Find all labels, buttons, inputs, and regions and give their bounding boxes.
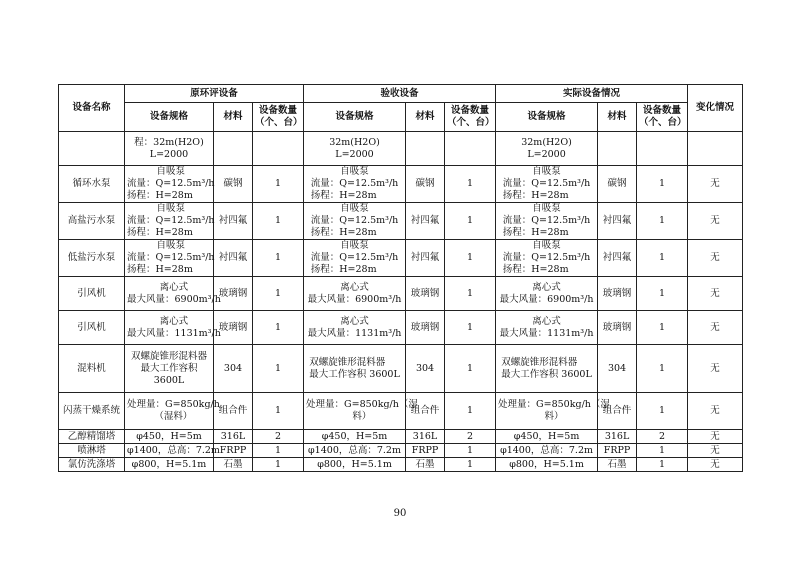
- material-cell: 304: [406, 345, 445, 393]
- spec-line: 扬程：H=28m: [310, 264, 377, 275]
- quantity-cell: 1: [253, 393, 304, 430]
- spec-cell: [304, 132, 406, 166]
- spec-cell: [496, 311, 598, 345]
- change-cell: 无: [688, 240, 743, 277]
- spec-cell: [125, 132, 214, 166]
- header-spec-actual: 设备规格: [496, 103, 598, 132]
- material-cell: 衬四氟: [598, 240, 637, 277]
- change-cell: 无: [688, 345, 743, 393]
- material-cell: 衬四氟: [406, 240, 445, 277]
- spec-line: 扬程：H=28m: [310, 227, 377, 238]
- header-group-actual: 实际设备情况: [496, 85, 688, 103]
- page-number: 90: [393, 508, 407, 519]
- spec-line: 扬程：H=28m: [502, 227, 569, 238]
- spec-line: 最大风量：6900m³/h: [499, 293, 594, 305]
- material-cell: 碳钢: [598, 166, 637, 203]
- material-cell: FRPP: [598, 444, 637, 458]
- change-cell: 无: [688, 458, 743, 472]
- quantity-cell: 1: [253, 240, 304, 277]
- equipment-table: [58, 84, 743, 472]
- spec-line: 3600L: [153, 374, 185, 386]
- spec-cell: [496, 345, 598, 393]
- quantity-cell: 1: [445, 203, 496, 240]
- quantity-cell: 1: [253, 203, 304, 240]
- material-cell: 衬四氟: [214, 240, 253, 277]
- table-row: [59, 203, 743, 240]
- spec-line: φ450，H=5m: [136, 430, 202, 442]
- spec-line: 最大风量：1131m³/h: [499, 327, 594, 339]
- material-cell: 碳钢: [214, 166, 253, 203]
- material-cell: FRPP: [214, 444, 253, 458]
- quantity-cell: 1: [253, 444, 304, 458]
- spec-line: L=2000: [335, 148, 374, 160]
- change-cell: 无: [688, 430, 743, 444]
- spec-line: 最大风量：6900m³/h: [307, 293, 402, 305]
- spec-cell: [304, 444, 406, 458]
- spec-line: 32m(H2O): [521, 136, 572, 148]
- spec-line: 双螺旋锥形混料器: [501, 356, 578, 368]
- material-cell: [598, 132, 637, 166]
- material-cell: 石墨: [406, 458, 445, 472]
- header-spec-acceptance: 设备规格: [304, 103, 406, 132]
- spec-line: 离心式: [532, 281, 561, 293]
- spec-cell: [496, 444, 598, 458]
- table-row: [59, 345, 743, 393]
- spec-line: 最大风量：1131m³/h: [127, 327, 221, 339]
- equipment-name-cell: 混料机: [59, 345, 125, 393]
- spec-cell: [125, 458, 214, 472]
- material-cell: 玻璃钢: [598, 277, 637, 311]
- spec-line: 流量：Q=12.5m³/h: [310, 178, 399, 189]
- change-cell: 无: [688, 166, 743, 203]
- spec-line: 流量：Q=12.5m³/h: [502, 178, 591, 189]
- quantity-cell: 2: [253, 430, 304, 444]
- spec-cell: [496, 430, 598, 444]
- quantity-cell: 1: [253, 345, 304, 393]
- table-row: [59, 166, 743, 203]
- spec-cell: [125, 345, 214, 393]
- header-quantity-line2: （个、台）: [639, 117, 687, 128]
- quantity-cell: 1: [637, 393, 688, 430]
- equipment-name-cell: [59, 132, 125, 166]
- spec-line: 处理量：G=850kg/h（湿: [498, 399, 610, 410]
- spec-line: 最大工作容积 3600L: [501, 368, 592, 380]
- header-group-acceptance: 验收设备: [304, 85, 496, 103]
- quantity-cell: 1: [445, 311, 496, 345]
- material-cell: 玻璃钢: [214, 277, 253, 311]
- change-cell: 无: [688, 203, 743, 240]
- equipment-name-cell: 喷淋塔: [59, 444, 125, 458]
- quantity-cell: 1: [445, 277, 496, 311]
- spec-line: 料）: [544, 411, 564, 422]
- equipment-name-cell: 氯仿洗涤塔: [59, 458, 125, 472]
- material-cell: 石墨: [598, 458, 637, 472]
- spec-line: L=2000: [149, 148, 189, 160]
- table-row: [59, 311, 743, 345]
- spec-line: φ1400，总高：7.2m: [127, 444, 220, 456]
- spec-line: 自吸泵: [156, 166, 186, 177]
- spec-line: φ1400，总高：7.2m: [500, 444, 594, 456]
- header-equipment-name: 设备名称: [59, 85, 125, 132]
- spec-line: φ800，H=5.1m: [317, 458, 392, 470]
- spec-line: 自吸泵: [156, 203, 186, 214]
- quantity-cell: 1: [253, 458, 304, 472]
- header-group-original: 原环评设备: [125, 85, 304, 103]
- spec-line: 流量：Q=12.5m³/h: [310, 252, 399, 263]
- spec-line: 流量：Q=12.5m³/h: [502, 215, 591, 226]
- header-quantity-acceptance: [445, 103, 496, 132]
- quantity-cell: 1: [445, 393, 496, 430]
- header-quantity-line1: 设备数量: [451, 105, 490, 116]
- material-cell: 304: [214, 345, 253, 393]
- header-change: 变化情况: [688, 85, 743, 132]
- header-quantity-line2: （个、台）: [447, 117, 495, 128]
- material-cell: [406, 132, 445, 166]
- spec-cell: [125, 240, 214, 277]
- change-cell: 无: [688, 277, 743, 311]
- spec-line: 自吸泵: [532, 240, 561, 251]
- spec-cell: [304, 458, 406, 472]
- spec-line: 扬程：H=28m: [127, 227, 193, 238]
- spec-line: 自吸泵: [532, 166, 561, 177]
- material-cell: 316L: [406, 430, 445, 444]
- spec-line: 自吸泵: [340, 203, 369, 214]
- quantity-cell: 1: [445, 345, 496, 393]
- spec-cell: [496, 458, 598, 472]
- quantity-cell: 1: [637, 311, 688, 345]
- table-row: [59, 444, 743, 458]
- spec-line: φ450，H=5m: [513, 430, 580, 442]
- material-cell: 玻璃钢: [406, 311, 445, 345]
- quantity-cell: 1: [637, 166, 688, 203]
- equipment-name-cell: 闪蒸干燥系统: [59, 393, 125, 430]
- material-cell: 衬四氟: [598, 203, 637, 240]
- spec-line: 流量：Q=12.5m³/h: [310, 215, 399, 226]
- spec-line: 料）: [352, 411, 372, 422]
- spec-line: 双螺旋锥形混料器: [309, 356, 386, 368]
- spec-cell: [496, 393, 610, 430]
- spec-cell: [304, 240, 406, 277]
- change-cell: 无: [688, 444, 743, 458]
- header-quantity-line2: （个、台）: [255, 117, 303, 128]
- spec-line: 最大工作容积: [140, 362, 198, 374]
- spec-cell: [125, 393, 220, 430]
- header-quantity-line1: 设备数量: [259, 105, 298, 116]
- quantity-cell: 1: [253, 277, 304, 311]
- spec-line: 自吸泵: [156, 240, 186, 251]
- equipment-name-cell: 循环水泵: [59, 166, 125, 203]
- spec-line: 自吸泵: [340, 166, 369, 177]
- quantity-cell: 1: [637, 458, 688, 472]
- material-cell: 碳钢: [406, 166, 445, 203]
- table-row: [59, 132, 743, 166]
- header-material-acceptance: 材料: [406, 103, 445, 132]
- quantity-cell: 1: [253, 166, 304, 203]
- spec-cell: [125, 166, 214, 203]
- spec-cell: [125, 203, 214, 240]
- spec-line: 扬程：H=28m: [310, 190, 377, 201]
- spec-line: φ1400，总高：7.2m: [308, 444, 401, 456]
- spec-line: 最大风量：1131m³/h: [307, 327, 402, 339]
- material-cell: 组合件: [214, 393, 253, 430]
- spec-cell: [496, 240, 598, 277]
- spec-line: 离心式: [159, 281, 189, 293]
- quantity-cell: [253, 132, 304, 166]
- spec-cell: [496, 132, 598, 166]
- spec-line: 流量：Q=12.5m³/h: [127, 215, 215, 226]
- spec-line: 离心式: [340, 315, 369, 327]
- quantity-cell: 1: [445, 166, 496, 203]
- header-material-original: 材料: [214, 103, 253, 132]
- spec-line: φ800，H=5.1m: [509, 458, 584, 470]
- spec-line: 流量：Q=12.5m³/h: [127, 178, 215, 189]
- material-cell: 衬四氟: [406, 203, 445, 240]
- quantity-cell: 1: [445, 458, 496, 472]
- spec-line: 处理量：G=850kg/h（湿: [306, 399, 418, 410]
- material-cell: 组合件: [406, 393, 445, 430]
- material-cell: FRPP: [406, 444, 445, 458]
- material-cell: [214, 132, 253, 166]
- spec-line: L=2000: [527, 148, 566, 160]
- quantity-cell: 1: [637, 203, 688, 240]
- spec-line: 双螺旋锥形混料器: [130, 350, 207, 362]
- header-quantity-original: [253, 103, 304, 132]
- spec-line: （湿料）: [154, 411, 193, 422]
- equipment-name-cell: 乙醇精馏塔: [59, 430, 125, 444]
- header-spec-original: 设备规格: [125, 103, 214, 132]
- spec-line: 最大风量：6900m³/h: [127, 293, 221, 305]
- material-cell: 石墨: [214, 458, 253, 472]
- quantity-cell: [637, 132, 688, 166]
- spec-cell: [304, 203, 406, 240]
- spec-line: 程：32m(H2O): [134, 136, 204, 148]
- spec-line: 扬程：H=28m: [502, 264, 569, 275]
- change-cell: 无: [688, 393, 743, 430]
- spec-line: 处理量：G=850kg/h: [127, 399, 220, 410]
- table-row: [59, 430, 743, 444]
- table-row: [59, 240, 743, 277]
- material-cell: 316L: [598, 430, 637, 444]
- material-cell: 组合件: [598, 393, 637, 430]
- spec-cell: [304, 311, 406, 345]
- spec-line: 自吸泵: [340, 240, 369, 251]
- spec-line: φ450，H=5m: [321, 430, 388, 442]
- spec-line: 流量：Q=12.5m³/h: [127, 252, 215, 263]
- spec-line: 流量：Q=12.5m³/h: [502, 252, 591, 263]
- header-quantity-line1: 设备数量: [643, 105, 682, 116]
- table-row: [59, 393, 743, 430]
- change-cell: [688, 132, 743, 166]
- spec-cell: [496, 277, 598, 311]
- quantity-cell: 1: [637, 345, 688, 393]
- material-cell: 玻璃钢: [598, 311, 637, 345]
- equipment-name-cell: 引风机: [59, 277, 125, 311]
- spec-cell: [125, 311, 221, 345]
- material-cell: 玻璃钢: [214, 311, 253, 345]
- material-cell: 316L: [214, 430, 253, 444]
- spec-cell: [304, 393, 418, 430]
- quantity-cell: [445, 132, 496, 166]
- material-cell: 玻璃钢: [406, 277, 445, 311]
- quantity-cell: 1: [445, 444, 496, 458]
- equipment-name-cell: 引风机: [59, 311, 125, 345]
- spec-line: 自吸泵: [532, 203, 561, 214]
- spec-line: 扬程：H=28m: [502, 190, 569, 201]
- spec-cell: [304, 345, 406, 393]
- spec-line: 离心式: [159, 315, 189, 327]
- change-cell: 无: [688, 311, 743, 345]
- spec-line: 32m(H2O): [329, 136, 380, 148]
- spec-line: 离心式: [532, 315, 561, 327]
- table-row: [59, 277, 743, 311]
- spec-line: 离心式: [340, 281, 369, 293]
- spec-line: φ800，H=5.1m: [131, 458, 207, 470]
- quantity-cell: 2: [445, 430, 496, 444]
- material-cell: 衬四氟: [214, 203, 253, 240]
- quantity-cell: 1: [637, 277, 688, 311]
- header-quantity-actual: [637, 103, 688, 132]
- quantity-cell: 1: [637, 240, 688, 277]
- spec-cell: [304, 277, 406, 311]
- spec-line: 扬程：H=28m: [127, 190, 193, 201]
- header-material-actual: 材料: [598, 103, 637, 132]
- table-row: [59, 458, 743, 472]
- spec-cell: [496, 166, 598, 203]
- spec-cell: [125, 277, 221, 311]
- equipment-name-cell: 高盐污水泵: [59, 203, 125, 240]
- spec-line: 扬程：H=28m: [127, 264, 193, 275]
- quantity-cell: 1: [445, 240, 496, 277]
- quantity-cell: 1: [253, 311, 304, 345]
- spec-cell: [304, 430, 406, 444]
- quantity-cell: 1: [637, 444, 688, 458]
- quantity-cell: 2: [637, 430, 688, 444]
- spec-cell: [304, 166, 406, 203]
- spec-cell: [125, 444, 220, 458]
- spec-cell: [125, 430, 214, 444]
- material-cell: 304: [598, 345, 637, 393]
- spec-line: 最大工作容积 3600L: [309, 368, 400, 380]
- spec-cell: [496, 203, 598, 240]
- equipment-name-cell: 低盐污水泵: [59, 240, 125, 277]
